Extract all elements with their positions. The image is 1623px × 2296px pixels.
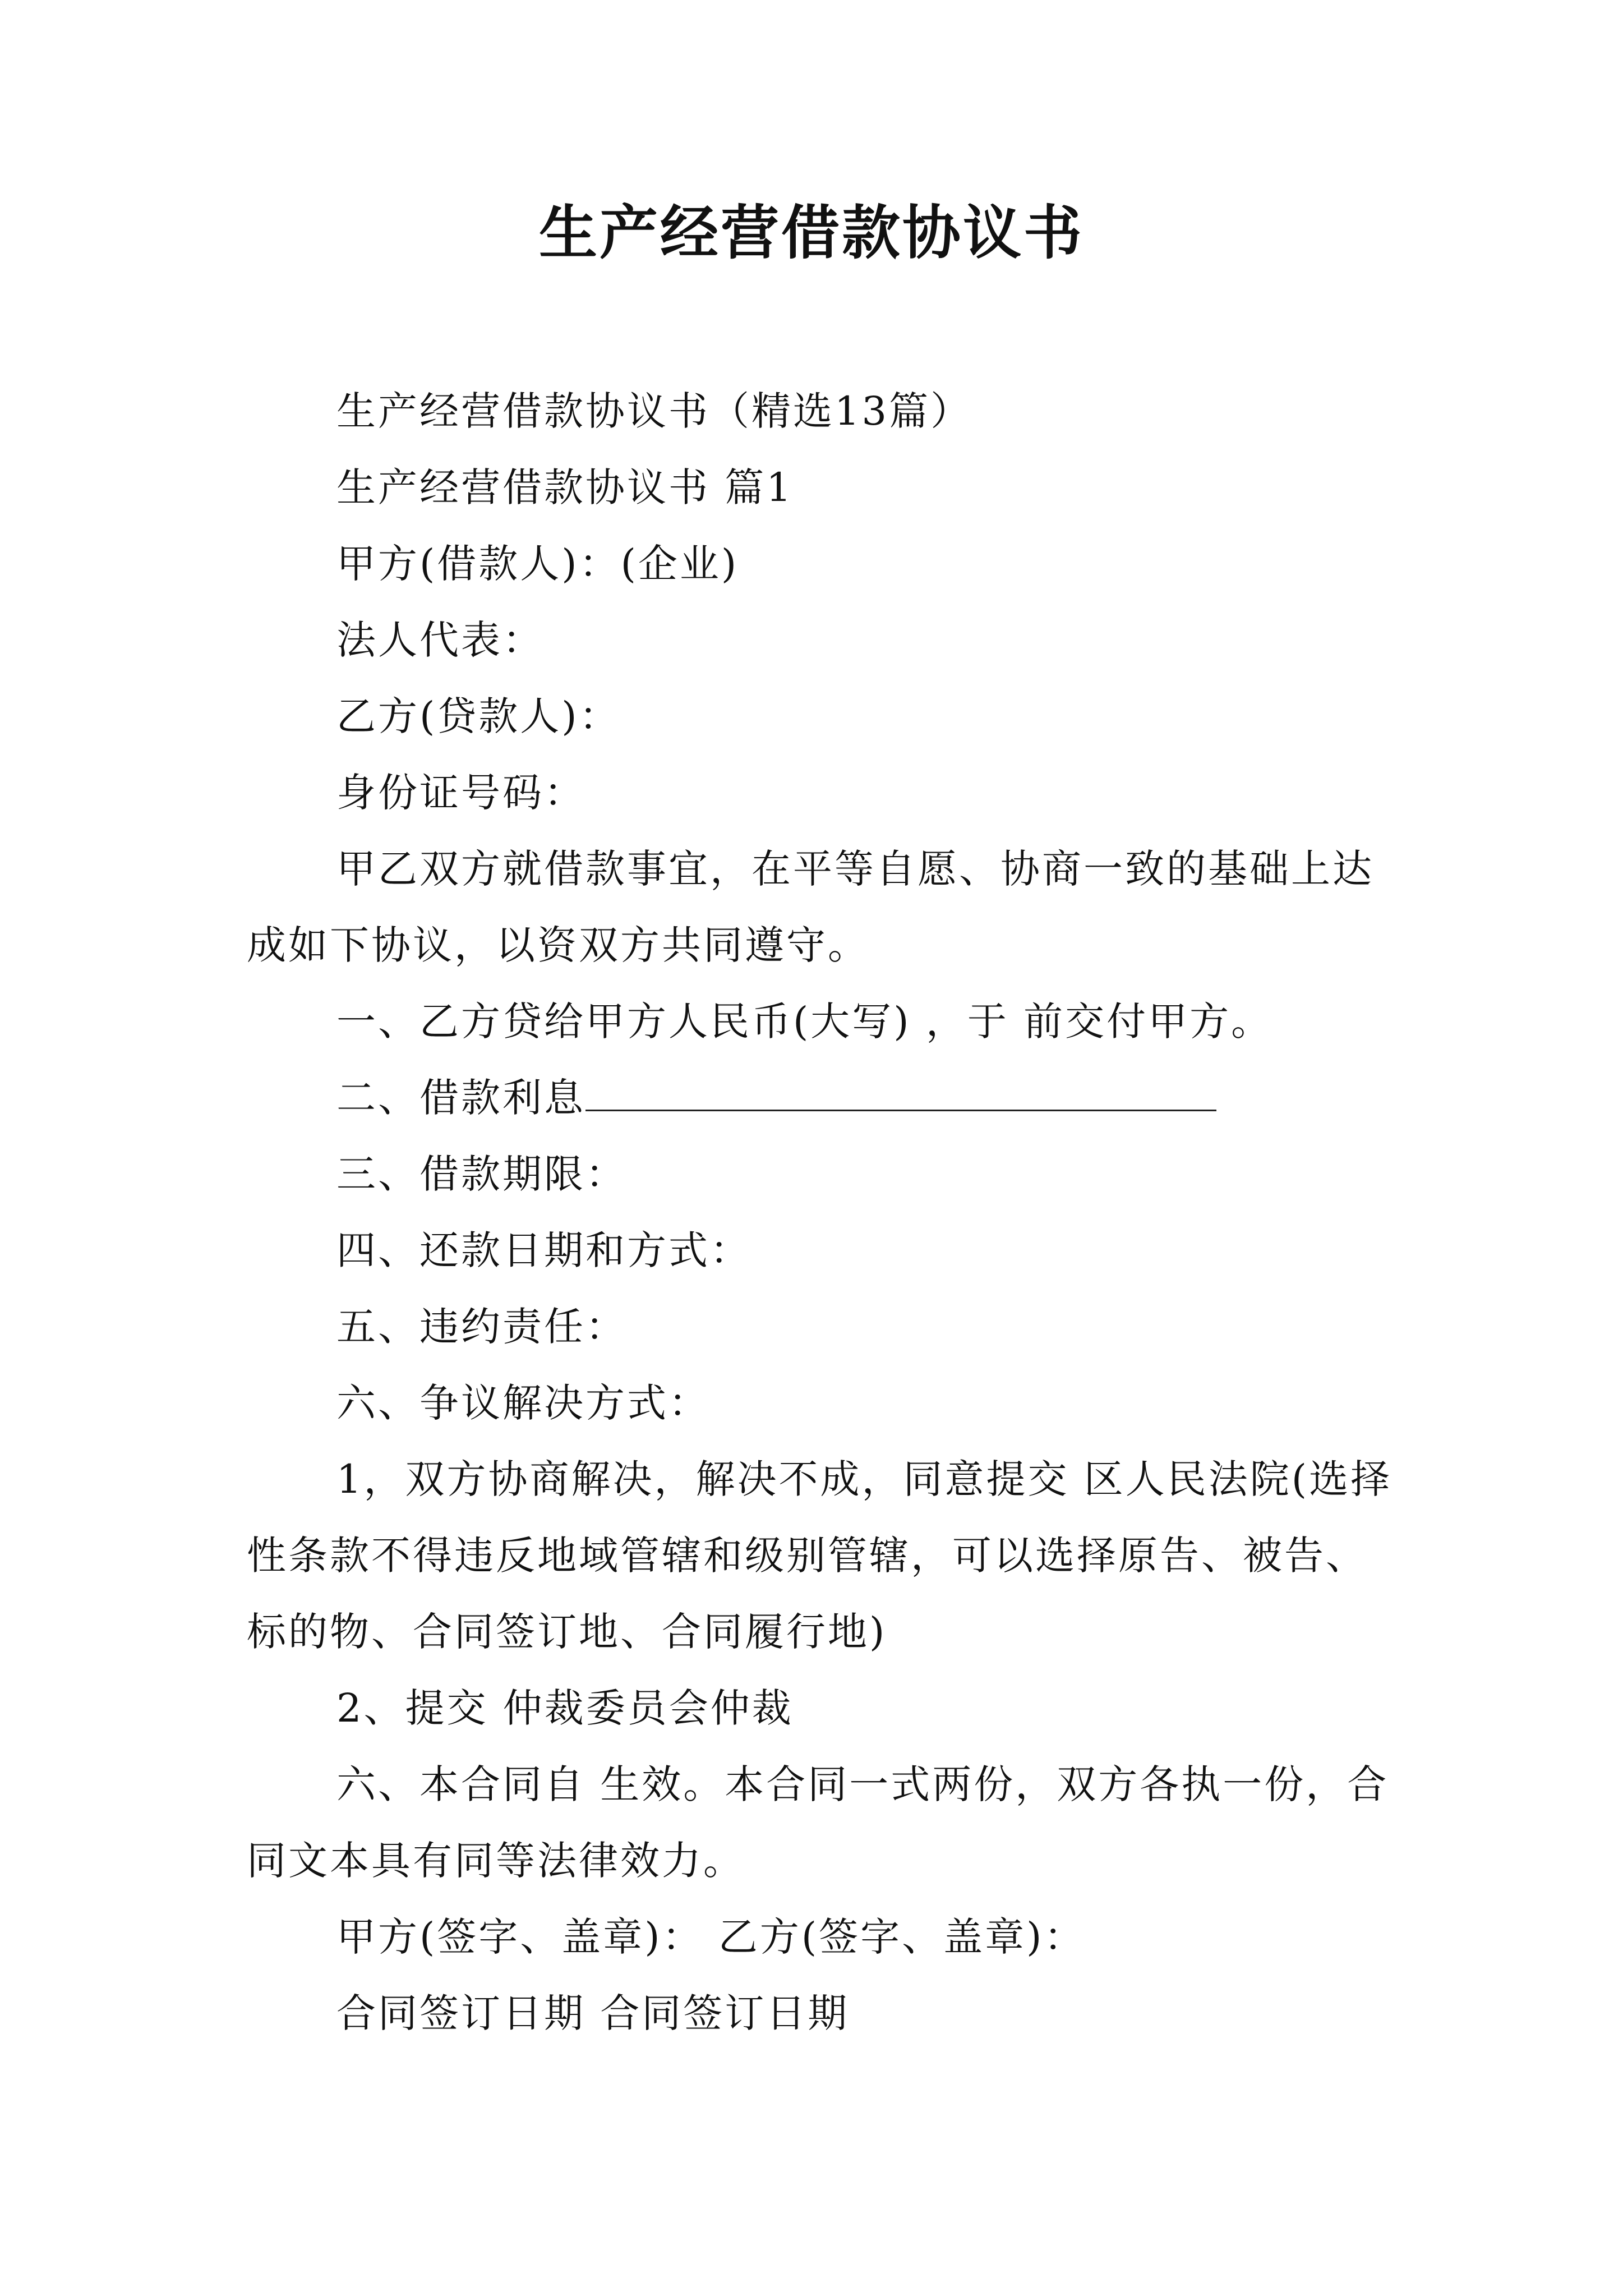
clause-effectiveness: 六、本合同自 生效。本合同一式两份，双方各执一份，合同文本具有同等法律效力。 [247, 1761, 1389, 1884]
preamble-paragraph: 甲乙双方就借款事宜，在平等自愿、协商一致的基础上达成如下协议，以资双方共同遵守。 [247, 846, 1374, 968]
subtitle-selection: 生产经营借款协议书（精选13篇） [336, 388, 972, 434]
document-title: 生产经营借款协议书 [538, 199, 1084, 267]
id-number-line: 身份证号码： [336, 770, 585, 816]
signing-date-line: 合同签订日期 合同签订日期 [336, 1990, 850, 2036]
clause-interest [247, 1060, 1402, 1136]
dispute-option-court: 1，双方协商解决，解决不成，同意提交 区人民法院(选择性条款不得违反地域管辖和级别管辖，可以选择原告、被告、标的物、合同签订地、合同履行地) [247, 1456, 1393, 1655]
signature-line: 甲方(签字、盖章)： 乙方(签字、盖章)： [336, 1914, 1086, 1960]
document-body [247, 373, 1402, 2051]
interest-blank-line [585, 1069, 1216, 1111]
clause-interest-label: 二、借款利息 [336, 1075, 585, 1121]
party-a-line: 甲方(借款人)：(企业) [336, 541, 739, 587]
section-heading: 生产经营借款协议书 篇1 [336, 464, 794, 510]
clause-dispute: 六、争议解决方式： [336, 1380, 710, 1426]
clause-liability: 五、违约责任： [336, 1304, 627, 1350]
clause-loan-amount: 一、乙方贷给甲方人民币(大写) ，于 前交付甲方。 [336, 999, 1273, 1045]
clause-term: 三、借款期限： [336, 1151, 627, 1197]
legal-representative-line: 法人代表： [336, 617, 544, 663]
dispute-option-arbitration: 2、提交 仲裁委员会仲裁 [336, 1685, 794, 1731]
clause-repayment: 四、还款日期和方式： [336, 1227, 751, 1273]
party-b-line: 乙方(贷款人)： [336, 693, 621, 739]
